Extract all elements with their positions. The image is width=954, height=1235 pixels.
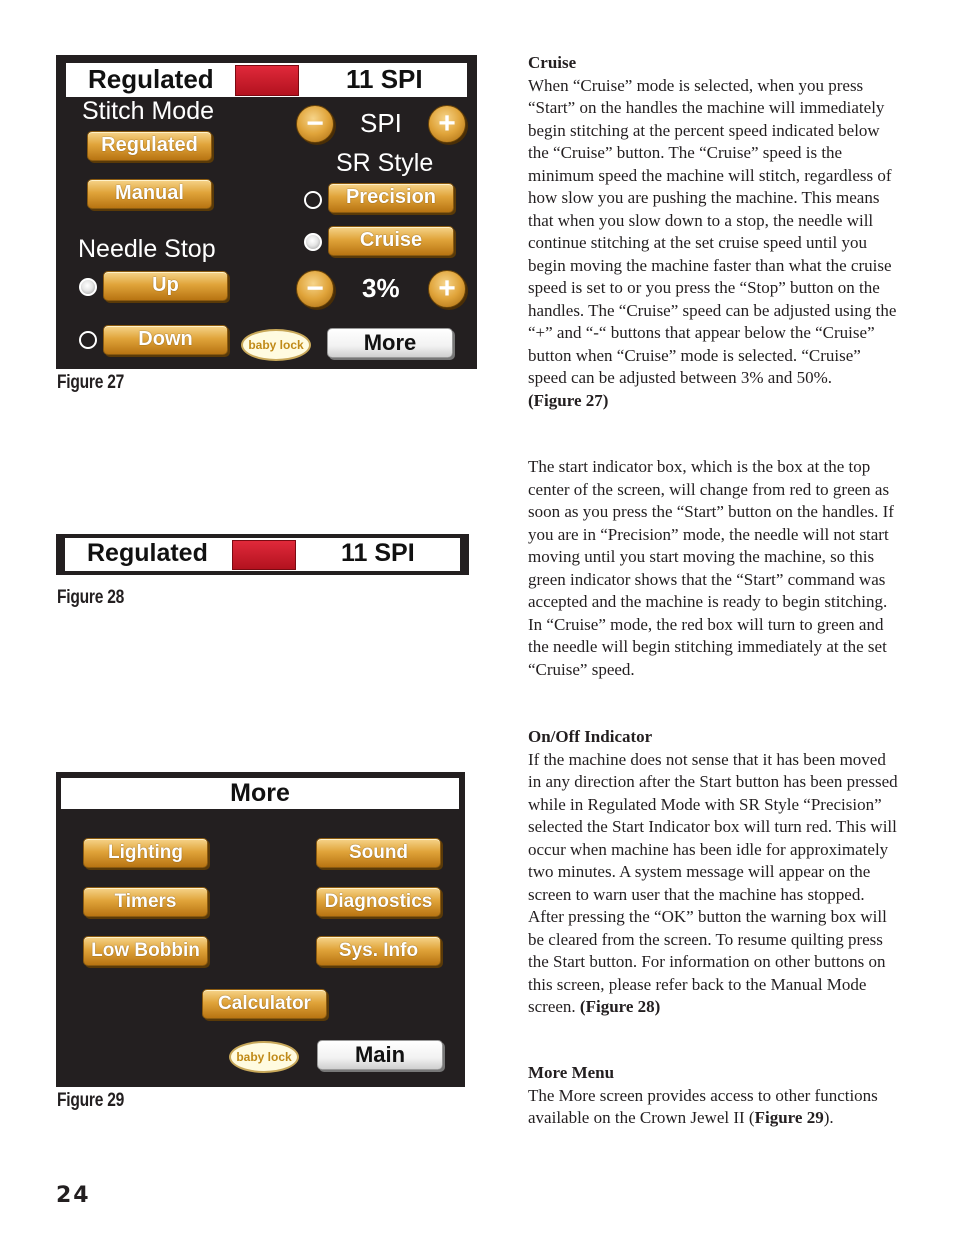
more-title: More [230,779,290,807]
stitch-mode-label: Stitch Mode [82,97,215,125]
more-title-bar [61,778,459,809]
onoff-heading: On/Off Indicator [528,727,653,746]
cruise-percent-value: 3% [362,273,400,303]
cruise-body [528,75,900,390]
more-menu-body [528,1085,900,1130]
cruise-button[interactable]: Cruise [328,226,454,256]
spi-plus-button[interactable]: + [428,105,466,143]
needle-down-radio[interactable] [79,331,97,349]
sr-style-label: SR Style [336,149,434,177]
needle-down-button[interactable]: Down [103,325,228,355]
lighting-button[interactable]: Lighting [83,838,208,868]
needle-up-radio[interactable] [79,278,97,296]
low-bobbin-button[interactable]: Low Bobbin [83,936,208,966]
start-indicator-section [528,456,896,681]
manual-button[interactable]: Manual [87,179,212,209]
more-menu-body-post: ). [823,1108,834,1127]
onoff-figure-ref: (Figure 28) [579,997,661,1016]
precision-button[interactable]: Precision [328,183,454,213]
figure28-start-indicator [232,540,296,570]
start-indicator-body: The start indicator box, which is the box at the top center of the screen, will change from red to green as soon as you press the “Start” button on the handles. If you are in “Precision” mode, the needle will not start moving until you start moving the machine, so this green indicator shows that the “Start” command was accepted and the machine is ready to begin stitching. In “Cruise” mode, the red box will turn to green and the needle will begin stitching immediately at the set “Cruise” speed. [528,457,894,679]
figure27-start-indicator [235,65,299,96]
figure29-caption: Figure 29 [57,1090,125,1111]
figure27-caption: Figure 27 [57,372,125,393]
cruise-radio[interactable] [304,233,322,251]
regulated-button[interactable]: Regulated [87,131,212,161]
more-menu-figure-ref: Figure 29 [754,1108,824,1127]
figure28-caption: Figure 28 [57,587,125,608]
page-number: 24 [56,1183,91,1208]
main-button[interactable]: Main [317,1040,443,1070]
figure27-status-bar [66,63,467,97]
figure28-screen [56,534,469,575]
onoff-body [528,749,900,1019]
diagnostics-button[interactable]: Diagnostics [316,887,441,917]
spi-minus-button[interactable]: − [296,105,334,143]
cruise-body-text: When “Cruise” mode is selected, when you press “Start” on the handles the machine will immediately begin stitching at the percent speed indicated below the “Cruise” button. The “Cruise” speed is the minimum speed the machine will stitch, regardless of how slow you are pushing the machine. This means that when you slow down to a stop, the needle will continue stitching at the set cruise speed until you begin moving the machine faster than what the cruise speed is set to or you press the “Stop” button on the handles. The “Cruise” speed can be adjusted using the “+” and “-“ buttons that appear below the “Cruise” button when “Cruise” mode is selected. “Cruise” speed can be adjusted between 3% and 50%. [528,75,897,387]
figure27-screen [56,55,477,369]
timers-button[interactable]: Timers [83,887,208,917]
baby-lock-logo: baby lock [229,1041,299,1073]
figure28-spi-text: 11 SPI [341,539,415,567]
calculator-button[interactable]: Calculator [202,989,327,1019]
figure27-mode-text: Regulated [88,64,214,94]
spi-label: SPI [360,108,402,138]
sound-button[interactable]: Sound [316,838,441,868]
needle-up-button[interactable]: Up [103,271,228,301]
more-menu-section [528,1062,900,1130]
cruise-plus-button[interactable]: + [428,270,466,308]
onoff-section [528,726,900,1019]
figure29-screen [56,772,465,1087]
figure27-spi-text: 11 SPI [346,64,423,94]
more-menu-heading: More Menu [528,1063,615,1082]
more-menu-body-pre: The More screen provides access to other functions available on the Crown Jewel II ( [528,1085,878,1127]
cruise-figure-ref: (Figure 27) [528,390,609,410]
more-button[interactable]: More [327,328,453,358]
baby-lock-logo: baby lock [241,329,311,361]
precision-radio[interactable] [304,191,322,209]
needle-stop-label: Needle Stop [78,235,216,263]
cruise-minus-button[interactable]: − [296,270,334,308]
figure28-mode-text: Regulated [87,539,208,567]
cruise-section [528,52,900,412]
figure28-status-bar [65,538,460,571]
onoff-body-text: If the machine does not sense that it has been moved in any direction after the Start button has been pressed while in Regulated Mode with SR Style “Precision” selected the Start Indicator box will turn red. This will occur when machine has been idle for approximately two minutes. A system message will appear on the screen to warn user that the machine has stopped. After pressing the “OK” button the warning box will be cleared from the screen. To resume quilting press the Start button. For information on other buttons on this screen, please refer back to the Manual Mode screen. [528,749,898,1016]
sys-info-button[interactable]: Sys. Info [316,936,441,966]
cruise-heading: Cruise [528,53,577,72]
